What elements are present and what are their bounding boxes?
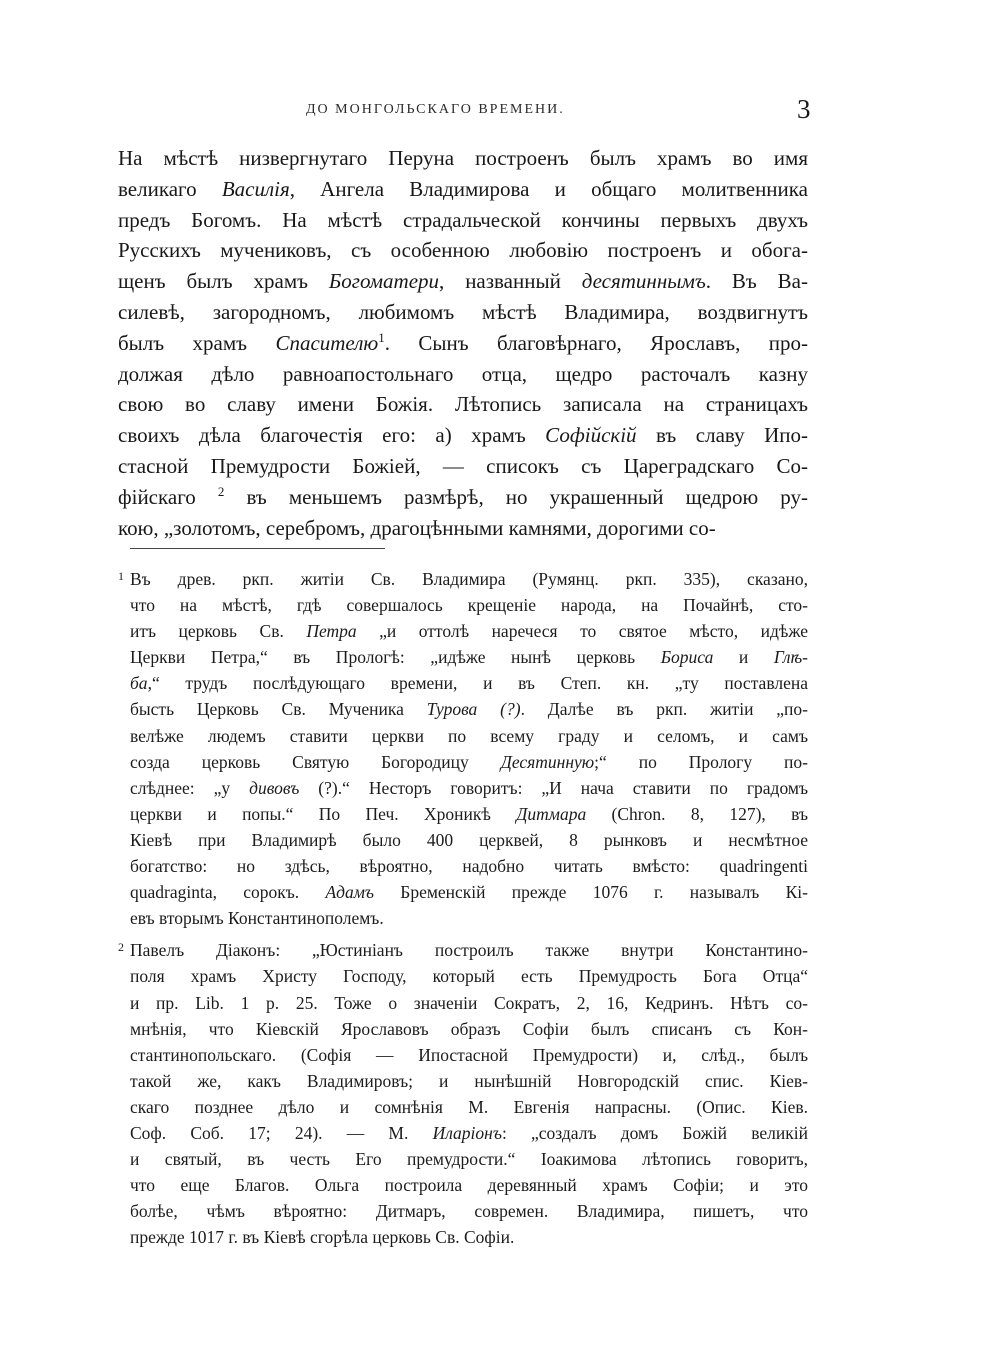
footnote-line: ба,“ трудъ послѣдующаго времени, и въ Степ. кн. „ту поставлена [130,673,808,694]
footnote-ref-2[interactable]: 2 [217,483,225,499]
footnote-separator [130,548,385,549]
footnote-line: богатство: но здѣсь, вѣроятно, надобно читать вмѣсто: quadringenti [130,856,808,877]
text-line: свою во славу имени Божія. Лѣтопись записала на страницахъ [118,392,808,417]
footnote-marker: 2 [118,940,124,955]
footnote-line: слѣднее: „у дивовъ (?).“ Несторъ говоритъ: „И нача ставити по градомъ [130,777,808,798]
footnote-2 [118,937,808,1250]
footnote-line: Церкви Петра,“ въ Прологѣ: „идѣже нынѣ церковь Бориса и Глѣ- [130,647,808,668]
footnote-line: итъ церковь Св. Петра „и оттолѣ наречеся то святое мѣсто, идѣже [130,621,808,642]
text-line: фійскаго $^2$ въ меньшемъ размѣрѣ, но украшенный щедрою ру- [118,483,809,509]
text-line: предъ Богомъ. На мѣстѣ страдальческой кончины первыхъ двухъ [118,207,808,232]
footnote-line: Кіевѣ при Владимирѣ было 400 церквей, 8 рынковъ и несмѣтное [130,829,808,850]
footnote-line: что на мѣстѣ, гдѣ совершалось крещеніе народа, на Почайнѣ, сто- [130,595,808,616]
text-line: своихъ дѣла благочестія его: а) храмъ Софійскій въ славу Ипо- [118,423,808,448]
footnote-line: Въ древ. ркп. житіи Св. Владимира (Румянц. ркп. 335), сказано, [130,569,808,589]
footnote-line: и святый, въ честь Его премудрости.“ Іоакимова лѣтопись говоритъ, [130,1149,808,1170]
footnote-line: такой же, какъ Владимировъ; и нынѣшній Новгородскій спис. Кіев- [130,1070,808,1091]
footnote-line: прежде 1017 г. въ Кіевѣ сгорѣла церковь Св. Софіи. [130,1227,515,1248]
footnote-line: стантинопольскаго. (Софія — Ипостасной Премудрости) и, слѣд., былъ [130,1044,808,1065]
text-line: должая дѣло равноапостольнаго отца, щедро расточалъ казну [118,361,808,386]
footnote-line: мнѣнія, что Кіевскій Ярославовъ образъ Софіи былъ списанъ съ Кон- [130,1018,808,1039]
footnote-marker: 1 [118,569,124,583]
footnote-line: Соф. Соб. 17; 24). — М. Иларіонъ: „создалъ домъ Божій великій [130,1122,808,1143]
footnote-line: поля храмъ Христу Господу, который есть Премудрость Бога Отца“ [130,966,808,987]
text-line: великаго Василія, Ангела Владимирова и общаго молитвенника [118,176,808,201]
main-text [118,143,808,543]
footnote-line: евъ вторымъ Константинополемъ. [130,908,384,929]
footnote-line: и пр. Lib. 1 p. 25. Тоже о значеніи Сократъ, 2, 16, Кедринъ. Нѣтъ со- [130,992,808,1013]
text-line: щенъ былъ храмъ Богоматери, названный десятиннымъ. Въ Ва- [118,269,808,294]
text-line: былъ храмъ Спасителю$^1$. Сынъ благовѣрнаго, Ярославъ, про- [118,329,808,355]
text-line: На мѣстѣ низвергнутаго Перуна построенъ былъ храмъ во имя [118,146,808,170]
page-header [0,96,1000,132]
text-line: Русскихъ мучениковъ, съ особенною любовію построенъ и обога- [118,238,808,263]
text-line: силевѣ, загородномъ, любимомъ мѣстѣ Владимира, воздвигнутъ [118,299,808,324]
page-number: 3 [797,94,811,124]
footnote-line: велѣже людемъ ставити церкви по всему граду и селомъ, и самъ [130,725,808,746]
footnote-line: что еще Благов. Ольга построила деревянный храмъ Софіи; и это [130,1175,808,1196]
footnotes [118,566,808,1250]
text-line: кою, „золотомъ, серебромъ, драгоцѣнными камнями, дорогими со- [118,515,716,540]
footnote-ref-1[interactable]: 1 [378,329,385,345]
footnote-line: церкви и попы.“ По Печ. Хроникѣ Дитмара (Chron. 8, 127), въ [130,803,808,824]
text-line: стасной Премудрости Божіей, — списокъ съ Цареградскаго Со- [118,453,808,478]
running-title: ДО МОНГОЛЬСКАГО ВРЕМЕНИ. [306,102,565,117]
footnote-line: созда церковь Святую Богородицу Десятинную;“ по Прологу по- [130,751,808,772]
footnote-line: Павелъ Діаконъ: „Юстиніанъ построилъ также внутри Константино- [130,940,808,961]
footnote-line: болѣе, чѣмъ вѣроятно: Дитмаръ, современ. Владимира, пишетъ, что [130,1201,808,1222]
footnote-line: quadraginta, сорокъ. Адамъ Бременскій прежде 1076 г. называлъ Кі- [130,882,808,903]
footnote-line: скаго позднее дѣло и сомнѣнія М. Евгенія напрасны. (Опис. Кіев. [130,1096,808,1117]
footnote-1 [118,566,808,931]
footnote-line: бысть Церковь Св. Мученика Турова (?). Далѣе въ ркп. житіи „по- [130,699,808,720]
